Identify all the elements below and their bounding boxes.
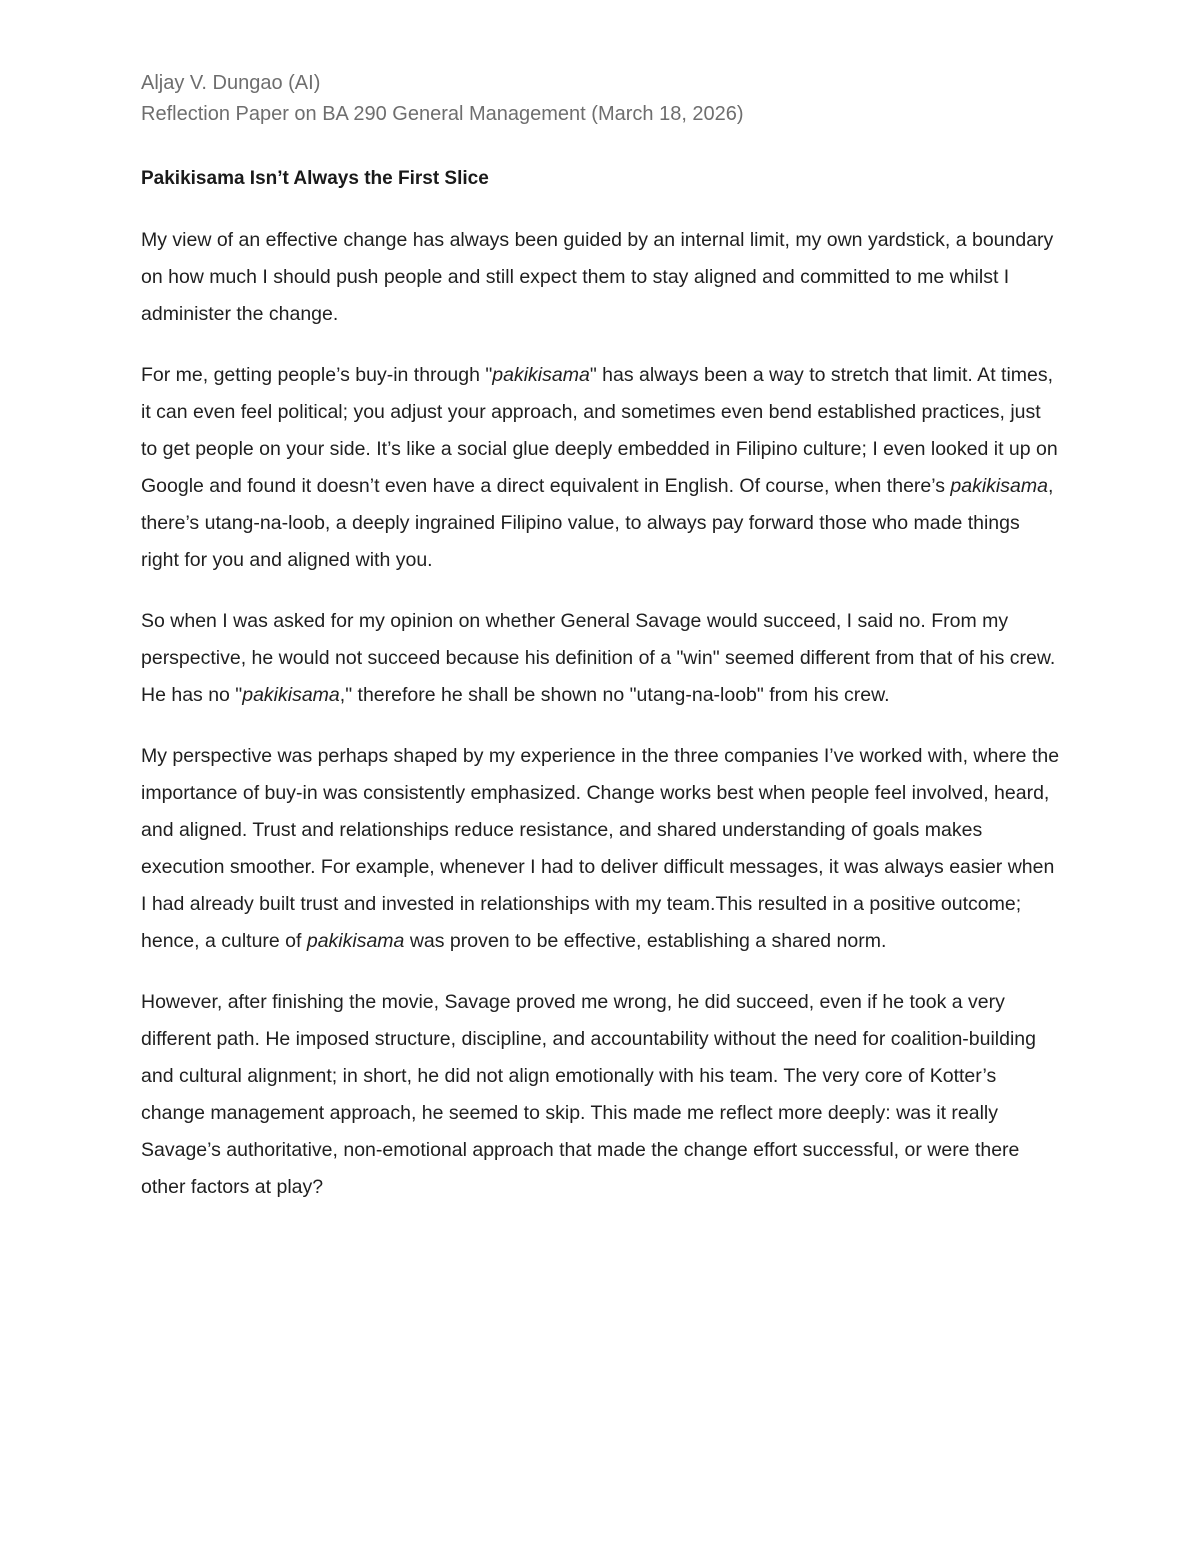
paper-subtitle: Reflection Paper on BA 290 General Management (March 18, 2026) <box>141 103 744 125</box>
paragraph-1: My view of an effective change has always been guided by an internal limit, my own yardstick, a boundary on how much I should push people and still expect them to stay aligned and committed to me whilst I administer the change. <box>141 229 1054 325</box>
paragraph-4 <box>141 738 1061 960</box>
paragraph-2 <box>141 357 1061 579</box>
paragraph-4-term: pakikisama <box>306 930 405 952</box>
paragraph-3-term: pakikisama <box>242 684 340 706</box>
paper-title: Pakikisama Isn’t Always the First Slice <box>141 168 489 189</box>
paragraph-5: However, after finishing the movie, Savage proved me wrong, he did succeed, even if he took a very different path. He imposed structure, discipline, and accountability without the need for coalition-building and cultural alignment; in short, he did not align emotionally with his team. The very core of Kotter’s change management approach, he seemed to skip. This made me reflect more deeply: was it really Savage’s authoritative, non-emotional approach that made the change effort successful, or were there other factors at play? <box>141 991 1037 1198</box>
paragraph-2-text-b: " has always been a way to stretch that limit. At times, it can even feel political; you adjust your approach, and sometimes even bend established practices, just to get people on your side. It’s like a social glue deeply embedded in Filipino culture; I even looked it up on Google and found it doesn’t even have a direct equivalent in English. Of course, when there’s <box>141 364 1058 497</box>
paragraph-2-term-b: pakikisama <box>950 475 1048 497</box>
paragraph-2-text-c: , there’s utang-na-loob, a deeply ingrained Filipino value, to always pay forward those who made things right for you and aligned with you. <box>141 475 1054 571</box>
author-line: Aljay V. Dungao (AI) <box>141 72 321 94</box>
paragraph-3 <box>141 603 1061 714</box>
paragraph-3-text-a: So when I was asked for my opinion on whether General Savage would succeed, I said no. From my perspective, he would not succeed because his definition of a "win" seemed different from that of his crew. He has no " <box>141 610 1056 706</box>
paragraph-4-text-a: My perspective was perhaps shaped by my experience in the three companies I’ve worked with, where the importance of buy-in was consistently emphasized. Change works best when people feel involved, heard, and aligned. Trust and relationships reduce resistance, and shared understanding of goals makes execution smoother. For example, whenever I had to deliver difficult messages, it was always easier when I had already built trust and invested in relationships with my team.This resulted in a positive outcome; hence, a culture of <box>141 745 1060 952</box>
document-page <box>141 68 1061 1206</box>
paragraph-2-text-a: For me, getting people’s buy-in through " <box>141 364 493 386</box>
paragraph-2-term-a: pakikisama <box>492 364 590 386</box>
paragraph-4-text-b: was proven to be effective, establishing a shared norm. <box>404 930 887 952</box>
paragraph-3-text-b: ," therefore he shall be shown no "utang-na-loob" from his crew. <box>339 684 890 706</box>
